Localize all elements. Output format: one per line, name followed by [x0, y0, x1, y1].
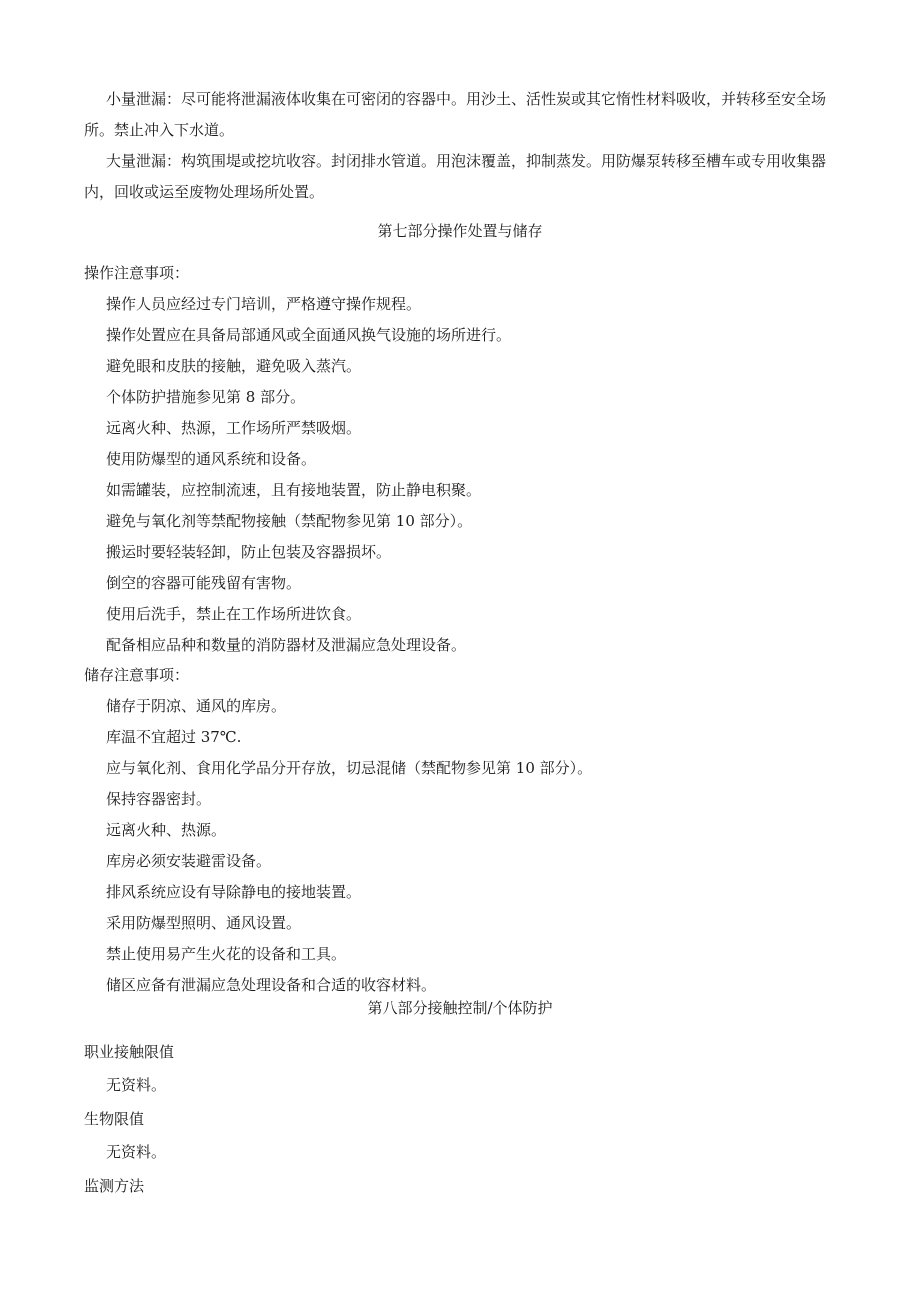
list-item: 禁止使用易产生火花的设备和工具。	[106, 945, 347, 963]
list-item: 操作处置应在具备局部通风或全面通风换气设施的场所进行。	[106, 326, 512, 344]
storage-heading: 储存注意事项：	[84, 666, 190, 684]
list-item: 排风系统应设有导除静电的接地装置。	[106, 883, 362, 901]
list-item: 采用防爆型照明、通风设置。	[106, 914, 302, 932]
list-item: 库温不宜超过 37℃.	[106, 728, 242, 746]
large-spill-paragraph: 大量泄漏：构筑围堤或挖坑收容。封闭排水管道。用泡沫覆盖，抑制蒸发。用防爆泵转移至槽车或专用收集器内，回收或运至废物处理场所处置。	[84, 152, 827, 201]
list-item: 操作人员应经过专门培训，严格遵守操作规程。	[106, 295, 422, 313]
biological-limit-heading: 生物限值	[84, 1110, 145, 1128]
list-item: 保持容器密封。	[106, 790, 212, 808]
storage-list	[106, 694, 592, 1004]
occupational-limit-heading: 职业接触限值	[84, 1043, 175, 1061]
monitoring-method-heading: 监测方法	[84, 1177, 145, 1195]
list-item: 储存于阴凉、通风的库房。	[106, 697, 287, 715]
biological-limit-value: 无资料。	[106, 1143, 167, 1161]
list-item: 使用防爆型的通风系统和设备。	[106, 450, 317, 468]
list-item: 避免与氧化剂等禁配物接触（禁配物参见第 10 部分）。	[106, 512, 473, 530]
list-item: 个体防护措施参见第 8 部分。	[106, 388, 306, 406]
small-spill-paragraph: 小量泄漏：尽可能将泄漏液体收集在可密闭的容器中。用沙土、活性炭或其它惰性材料吸收，并转移至安全场所。禁止冲入下水道。	[84, 90, 827, 139]
list-item: 配备相应品种和数量的消防器材及泄漏应急处理设备。	[106, 636, 467, 654]
list-item: 使用后洗手，禁止在工作场所进饮食。	[106, 605, 362, 623]
list-item: 搬运时要轻装轻卸，防止包装及容器损坏。	[106, 543, 392, 561]
section-8-title: 第八部分接触控制/个体防护	[367, 999, 553, 1017]
list-item: 库房必须安装避雷设备。	[106, 852, 272, 870]
list-item: 倒空的容器可能残留有害物。	[106, 574, 302, 592]
occupational-limit-value: 无资料。	[106, 1076, 167, 1094]
list-item: 远离火种、热源。	[106, 821, 227, 839]
list-item: 避免眼和皮肤的接触，避免吸入蒸汽。	[106, 357, 362, 375]
list-item: 储区应备有泄漏应急处理设备和合适的收容材料。	[106, 976, 437, 994]
section-7-title: 第七部分操作处置与储存	[377, 222, 543, 240]
list-item: 如需罐装，应控制流速，且有接地装置，防止静电积聚。	[106, 481, 482, 499]
operation-heading: 操作注意事项：	[84, 264, 190, 282]
list-item: 应与氧化剂、食用化学品分开存放，切忌混储（禁配物参见第 10 部分）。	[106, 759, 593, 777]
list-item: 远离火种、热源，工作场所严禁吸烟。	[106, 419, 362, 437]
operation-list	[106, 292, 511, 664]
